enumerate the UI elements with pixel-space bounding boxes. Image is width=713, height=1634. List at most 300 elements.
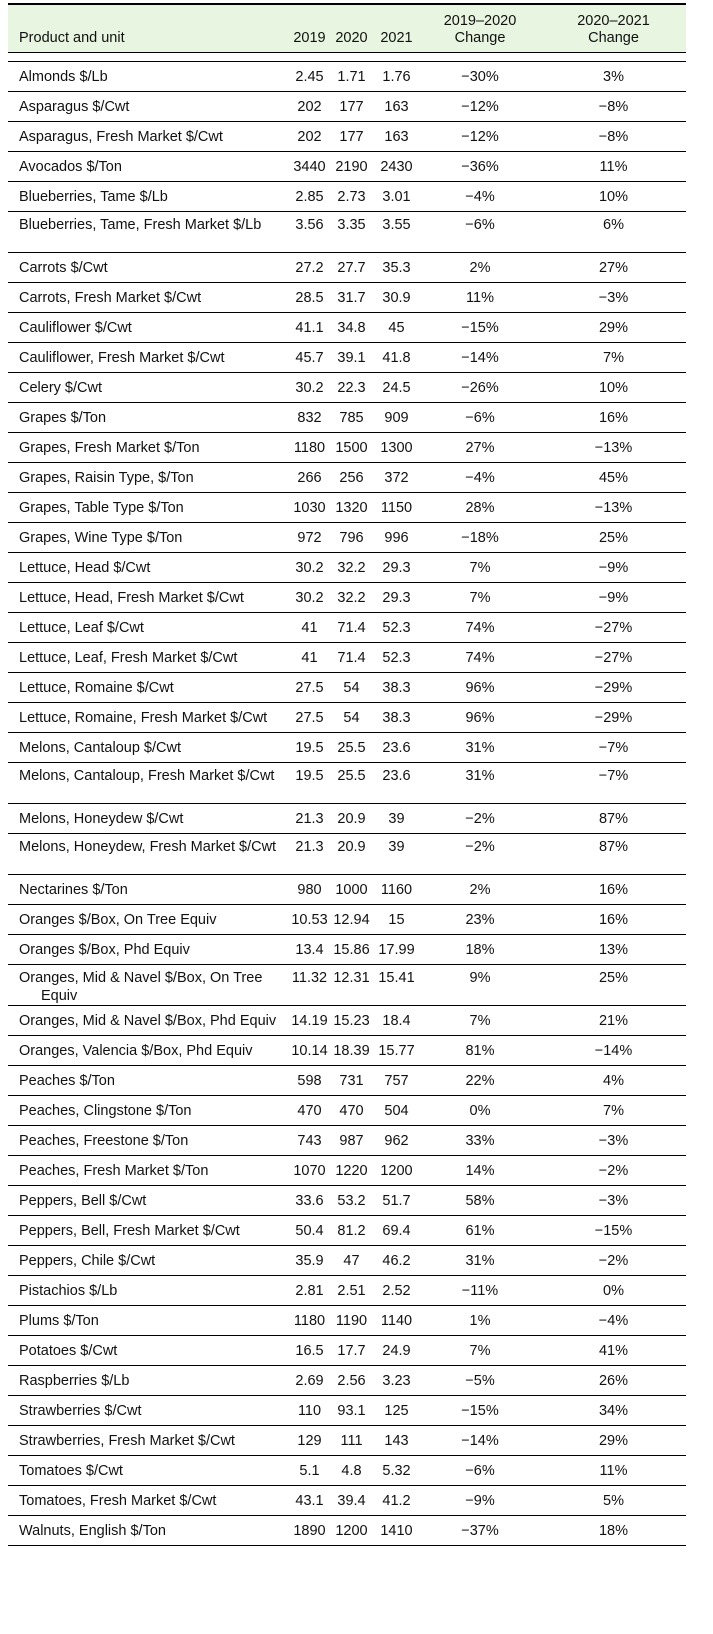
header-change-2019-2020-years: 2019–2020 [443,12,517,29]
cell-change-2019-2020: 28% [465,499,495,516]
cell-2021: 2430 [380,158,413,175]
cell-2020: 256 [339,469,364,486]
cell-2019: 2.69 [295,1372,324,1389]
cell-2019: 110 [297,1402,322,1419]
cell-2019: 2.45 [295,68,324,85]
cell-change-2019-2020: −15% [461,1402,499,1419]
cell-2021: 38.3 [382,709,411,726]
cell-2019: 19.5 [295,739,324,756]
cell-2020: 18.39 [333,1042,370,1059]
cell-2021: 18.4 [382,1012,411,1029]
cell-change-2019-2020: −15% [461,319,499,336]
cell-change-2019-2020: −6% [465,409,495,426]
cell-2021: 35.3 [382,259,411,276]
cell-2021: 69.4 [382,1222,411,1239]
cell-2021: 1160 [380,881,413,898]
product-label: Blueberries, Tame, Fresh Market $/Lb [19,216,262,233]
cell-change-2020-2021: −14% [594,1042,633,1059]
cell-2020: 93.1 [337,1402,366,1419]
cell-change-2020-2021: 29% [598,319,629,336]
cell-product [8,282,290,312]
table-row [8,211,686,252]
cell-product [8,1185,290,1215]
cell-product [8,61,290,91]
cell-product [8,874,290,904]
cell-change-2020-2021: −3% [598,1192,629,1209]
cell-2019: 21.3 [295,810,324,827]
cell-change-2020-2021: −15% [594,1222,633,1239]
table-row [8,1065,686,1095]
table-row [8,762,686,803]
cell-2021: 372 [384,469,409,486]
cell-2019: 27.5 [295,709,324,726]
cell-change-2019-2020: 31% [465,1252,495,1269]
cell-2020: 3.35 [337,216,366,233]
cell-2021: 38.3 [382,679,411,696]
cell-change-2020-2021: 13% [598,941,629,958]
cell-2021: 3.23 [382,1372,411,1389]
cell-product [8,1155,290,1185]
cell-2019: 202 [297,98,322,115]
cell-2021: 46.2 [382,1252,411,1269]
cell-change-2020-2021: 16% [598,911,629,928]
cell-2021: 996 [384,529,409,546]
cell-product [8,732,290,762]
cell-2019: 1180 [293,439,326,456]
cell-2020: 2190 [335,158,368,175]
product-label: Lettuce, Romaine $/Cwt [19,679,174,696]
cell-product [8,672,290,702]
cell-2019: 45.7 [295,349,324,366]
cell-2019: 11.32 [291,969,328,986]
cell-change-2019-2020: 1% [469,1312,491,1329]
cell-change-2020-2021: 7% [603,349,624,366]
product-label: Peppers, Bell, Fresh Market $/Cwt [19,1222,240,1239]
cell-2021: 163 [384,128,409,145]
cell-change-2020-2021: 16% [598,881,629,898]
cell-change-2020-2021: −29% [594,679,633,696]
cell-change-2019-2020: 14% [465,1162,495,1179]
cell-2019: 5.1 [299,1462,320,1479]
cell-product [8,432,290,462]
table-row [8,904,686,934]
product-label: Plums $/Ton [19,1312,99,1329]
table-row [8,121,686,151]
cell-product [8,1335,290,1365]
cell-change-2019-2020: −12% [461,128,499,145]
cell-change-2020-2021: 11% [599,1462,628,1479]
cell-2020: 1000 [335,881,368,898]
cell-2021: 23.6 [382,767,411,784]
product-label: Melons, Honeydew, Fresh Market $/Cwt [19,838,277,855]
cell-2021: 1150 [380,499,413,516]
cell-product [8,1245,290,1275]
cell-2020: 32.2 [337,589,366,606]
cell-product [8,492,290,522]
cell-2019: 30.2 [295,559,324,576]
product-label: Nectarines $/Ton [19,881,128,898]
cell-change-2019-2020: −2% [465,838,495,855]
cell-change-2020-2021: 6% [603,216,624,233]
table-row [8,462,686,492]
cell-2020: 20.9 [337,838,366,855]
cell-change-2020-2021: 0% [603,1282,624,1299]
cell-change-2020-2021: 27% [598,259,629,276]
cell-product [8,91,290,121]
cell-2020: 2.56 [337,1372,366,1389]
cell-2020: 1500 [335,439,368,456]
cell-change-2020-2021: 87% [598,810,629,827]
table-row [8,964,686,1005]
table-row [8,372,686,402]
cell-product [8,552,290,582]
cell-change-2020-2021: 5% [603,1492,624,1509]
cell-change-2020-2021: 18% [598,1522,629,1539]
cell-change-2020-2021: 10% [598,379,629,396]
cell-2020: 4.8 [341,1462,362,1479]
cell-product [8,1485,290,1515]
cell-2021: 23.6 [382,739,411,756]
cell-2020: 17.7 [337,1342,366,1359]
cell-change-2019-2020: 31% [465,739,495,756]
cell-change-2020-2021: 10% [598,188,629,205]
cell-change-2020-2021: 45% [598,469,629,486]
cell-2019: 3440 [293,158,326,175]
cell-change-2019-2020: 18% [465,941,495,958]
cell-change-2020-2021: −7% [598,767,629,784]
table-row [8,582,686,612]
cell-change-2020-2021: 87% [598,838,629,855]
cell-change-2020-2021: −8% [598,128,629,145]
cell-2021: 1200 [380,1162,413,1179]
cell-2019: 27.5 [295,679,324,696]
table-row [8,642,686,672]
header-change-2019-2020 [419,4,541,52]
header-row [8,4,686,52]
cell-2020: 1200 [335,1522,368,1539]
cell-product [8,312,290,342]
cell-change-2019-2020: −2% [465,810,495,827]
table-row [8,252,686,282]
cell-2021: 3.01 [382,188,411,205]
cell-change-2020-2021: −29% [594,709,633,726]
product-label: Carrots, Fresh Market $/Cwt [19,289,202,306]
product-label: Tomatoes, Fresh Market $/Cwt [19,1492,217,1509]
cell-2021: 17.99 [378,941,415,958]
cell-2020: 111 [340,1432,363,1449]
product-label: Grapes, Raisin Type, $/Ton [19,469,194,486]
table-row [8,522,686,552]
cell-2019: 50.4 [295,1222,324,1239]
cell-2019: 832 [297,409,322,426]
cell-change-2020-2021: 7% [603,1102,624,1119]
cell-2019: 972 [297,529,322,546]
cell-2020: 39.4 [337,1492,366,1509]
cell-change-2020-2021: 16% [598,409,629,426]
product-label: Lettuce, Leaf $/Cwt [19,619,144,636]
cell-product [8,1395,290,1425]
product-label: Oranges, Mid & Navel $/Box, On Tree Equiv [19,969,263,1004]
cell-2020: 2.51 [337,1282,366,1299]
table-row [8,1365,686,1395]
cell-2020: 1320 [335,499,368,516]
cell-2020: 1220 [335,1162,368,1179]
product-label: Peppers, Chile $/Cwt [19,1252,156,1269]
cell-2021: 757 [384,1072,409,1089]
cell-change-2019-2020: 31% [465,767,495,784]
table-row [8,1305,686,1335]
cell-2021: 52.3 [382,649,411,666]
cell-2019: 35.9 [295,1252,324,1269]
table-row [8,702,686,732]
cell-2020: 470 [339,1102,364,1119]
cell-change-2019-2020: −6% [465,1462,495,1479]
header-2019: 2019 [293,29,326,46]
cell-change-2020-2021: −13% [594,439,633,456]
cell-change-2019-2020: 7% [469,1342,491,1359]
product-label: Lettuce, Leaf, Fresh Market $/Cwt [19,649,238,666]
cell-change-2020-2021: 3% [603,68,624,85]
cell-product [8,462,290,492]
table-row [8,1515,686,1545]
cell-2020: 1.71 [337,68,366,85]
cell-2020: 54 [343,709,360,726]
cell-2019: 27.2 [295,259,324,276]
cell-2020: 785 [339,409,364,426]
table-body [8,52,686,1545]
cell-2019: 266 [297,469,322,486]
cell-2021: 15.41 [378,969,415,986]
table-row [8,1095,686,1125]
table-row [8,1455,686,1485]
product-label: Grapes, Table Type $/Ton [19,499,184,516]
cell-2020: 81.2 [337,1222,366,1239]
product-label: Asparagus $/Cwt [19,98,130,115]
header-change-2020-2021-label: Change [588,29,639,46]
product-label: Melons, Cantaloup $/Cwt [19,739,181,756]
cell-2019: 743 [297,1132,322,1149]
cell-2019: 41 [301,619,318,636]
cell-2021: 30.9 [382,289,411,306]
table-row [8,874,686,904]
table-row [8,312,686,342]
cell-product [8,181,290,211]
cell-2019: 21.3 [295,838,324,855]
table-row [8,282,686,312]
product-label: Potatoes $/Cwt [19,1342,118,1359]
cell-2020: 796 [339,529,364,546]
cell-2020: 32.2 [337,559,366,576]
cell-product [8,252,290,282]
product-label: Celery $/Cwt [19,379,102,396]
cell-2021: 1.76 [382,68,411,85]
price-table [8,3,686,1546]
cell-2020: 22.3 [337,379,366,396]
product-label: Pistachios $/Lb [19,1282,118,1299]
cell-2019: 41 [301,649,318,666]
table-row [8,402,686,432]
cell-2020: 1190 [335,1312,368,1329]
cell-change-2019-2020: 11% [466,289,494,306]
cell-2020: 12.31 [333,969,370,986]
cell-2021: 39 [388,838,405,855]
cell-2021: 5.32 [382,1462,411,1479]
cell-2020: 31.7 [337,289,366,306]
header-2021: 2021 [380,29,413,46]
cell-product [8,151,290,181]
cell-change-2019-2020: −36% [461,158,499,175]
cell-2019: 980 [297,881,322,898]
cell-2020: 27.7 [337,259,366,276]
table-row [8,1395,686,1425]
product-label: Peppers, Bell $/Cwt [19,1192,147,1209]
table-row [8,1155,686,1185]
product-label: Carrots $/Cwt [19,259,108,276]
cell-product [8,402,290,432]
cell-2020: 54 [343,679,360,696]
header-change-2020-2021-years: 2020–2021 [577,12,650,29]
cell-change-2019-2020: 33% [465,1132,495,1149]
cell-change-2019-2020: 7% [469,589,491,606]
cell-2019: 2.85 [295,188,324,205]
table-row [8,492,686,522]
product-label: Almonds $/Lb [19,68,108,85]
cell-product [8,803,290,833]
cell-2021: 143 [384,1432,409,1449]
cell-2021: 41.8 [382,349,411,366]
table-row [8,181,686,211]
cell-change-2020-2021: 29% [598,1432,629,1449]
table-row [8,1215,686,1245]
cell-2019: 41.1 [295,319,324,336]
cell-product [8,1095,290,1125]
cell-change-2019-2020: −9% [465,1492,495,1509]
cell-change-2019-2020: −12% [461,98,499,115]
cell-2019: 30.2 [295,589,324,606]
cell-product [8,522,290,552]
cell-change-2019-2020: 0% [469,1102,491,1119]
cell-2021: 1140 [380,1312,413,1329]
header-change-2020-2021 [541,4,686,52]
product-label: Cauliflower $/Cwt [19,319,132,336]
cell-change-2019-2020: 23% [465,911,495,928]
cell-product [8,934,290,964]
table-row [8,1245,686,1275]
product-label: Asparagus, Fresh Market $/Cwt [19,128,223,145]
cell-change-2019-2020: 74% [465,649,495,666]
cell-change-2020-2021: −2% [598,1162,629,1179]
table-row [8,803,686,833]
cell-product [8,1455,290,1485]
cell-2020: 47 [343,1252,360,1269]
table-row [8,612,686,642]
cell-2020: 987 [339,1132,364,1149]
product-label: Strawberries $/Cwt [19,1402,142,1419]
cell-change-2019-2020: 74% [465,619,495,636]
cell-2021: 504 [384,1102,409,1119]
product-label: Peaches, Clingstone $/Ton [19,1102,192,1119]
product-label: Lettuce, Head $/Cwt [19,559,151,576]
cell-change-2020-2021: −8% [598,98,629,115]
cell-2021: 1300 [380,439,413,456]
cell-2021: 41.2 [382,1492,411,1509]
cell-2019: 1180 [293,1312,326,1329]
table-row [8,732,686,762]
cell-product [8,1305,290,1335]
table-row [8,552,686,582]
cell-product [8,1005,290,1035]
cell-2020: 25.5 [337,739,366,756]
product-label: Blueberries, Tame $/Lb [19,188,168,205]
product-label: Grapes, Fresh Market $/Ton [19,439,200,456]
table-row [8,1335,686,1365]
cell-change-2019-2020: −14% [461,1432,499,1449]
product-label: Grapes, Wine Type $/Ton [19,529,183,546]
product-label: Oranges, Mid & Navel $/Box, Phd Equiv [19,1012,277,1029]
cell-2019: 10.14 [291,1042,328,1059]
cell-2019: 1890 [293,1522,326,1539]
table-header [8,4,686,52]
cell-2021: 45 [388,319,405,336]
cell-change-2020-2021: −13% [594,499,633,516]
cell-2020: 34.8 [337,319,366,336]
cell-2019: 14.19 [291,1012,328,1029]
cell-2019: 470 [297,1102,322,1119]
cell-2019: 2.81 [295,1282,324,1299]
cell-2019: 19.5 [295,767,324,784]
cell-product [8,121,290,151]
cell-2021: 15.77 [378,1042,415,1059]
cell-2020: 177 [339,128,364,145]
cell-product [8,762,290,803]
cell-2020: 15.86 [333,941,370,958]
product-label: Oranges $/Box, Phd Equiv [19,941,190,958]
table-row [8,934,686,964]
cell-2020: 39.1 [337,349,366,366]
cell-change-2019-2020: 2% [469,259,491,276]
cell-product [8,642,290,672]
table-row [8,1275,686,1305]
cell-change-2019-2020: 22% [465,1072,495,1089]
cell-change-2019-2020: −5% [465,1372,495,1389]
cell-product [8,833,290,874]
table-row [8,1035,686,1065]
cell-product [8,1215,290,1245]
table-row [8,1425,686,1455]
cell-2019: 28.5 [295,289,324,306]
table-row [8,61,686,91]
product-label: Walnuts, English $/Ton [19,1522,166,1539]
table-row [8,672,686,702]
cell-2020: 71.4 [337,619,366,636]
cell-2021: 29.3 [382,589,411,606]
product-label: Melons, Honeydew $/Cwt [19,810,184,827]
table-row [8,1185,686,1215]
cell-2021: 52.3 [382,619,411,636]
cell-product [8,1035,290,1065]
cell-change-2020-2021: 21% [598,1012,629,1029]
cell-2019: 598 [297,1072,322,1089]
cell-change-2020-2021: −27% [594,649,633,666]
cell-change-2020-2021: −7% [598,739,629,756]
cell-product [8,612,290,642]
cell-2020: 15.23 [333,1012,370,1029]
cell-product [8,211,290,252]
cell-2019: 43.1 [295,1492,324,1509]
cell-change-2020-2021: 26% [598,1372,629,1389]
cell-change-2019-2020: 96% [465,679,495,696]
cell-change-2019-2020: −30% [461,68,499,85]
